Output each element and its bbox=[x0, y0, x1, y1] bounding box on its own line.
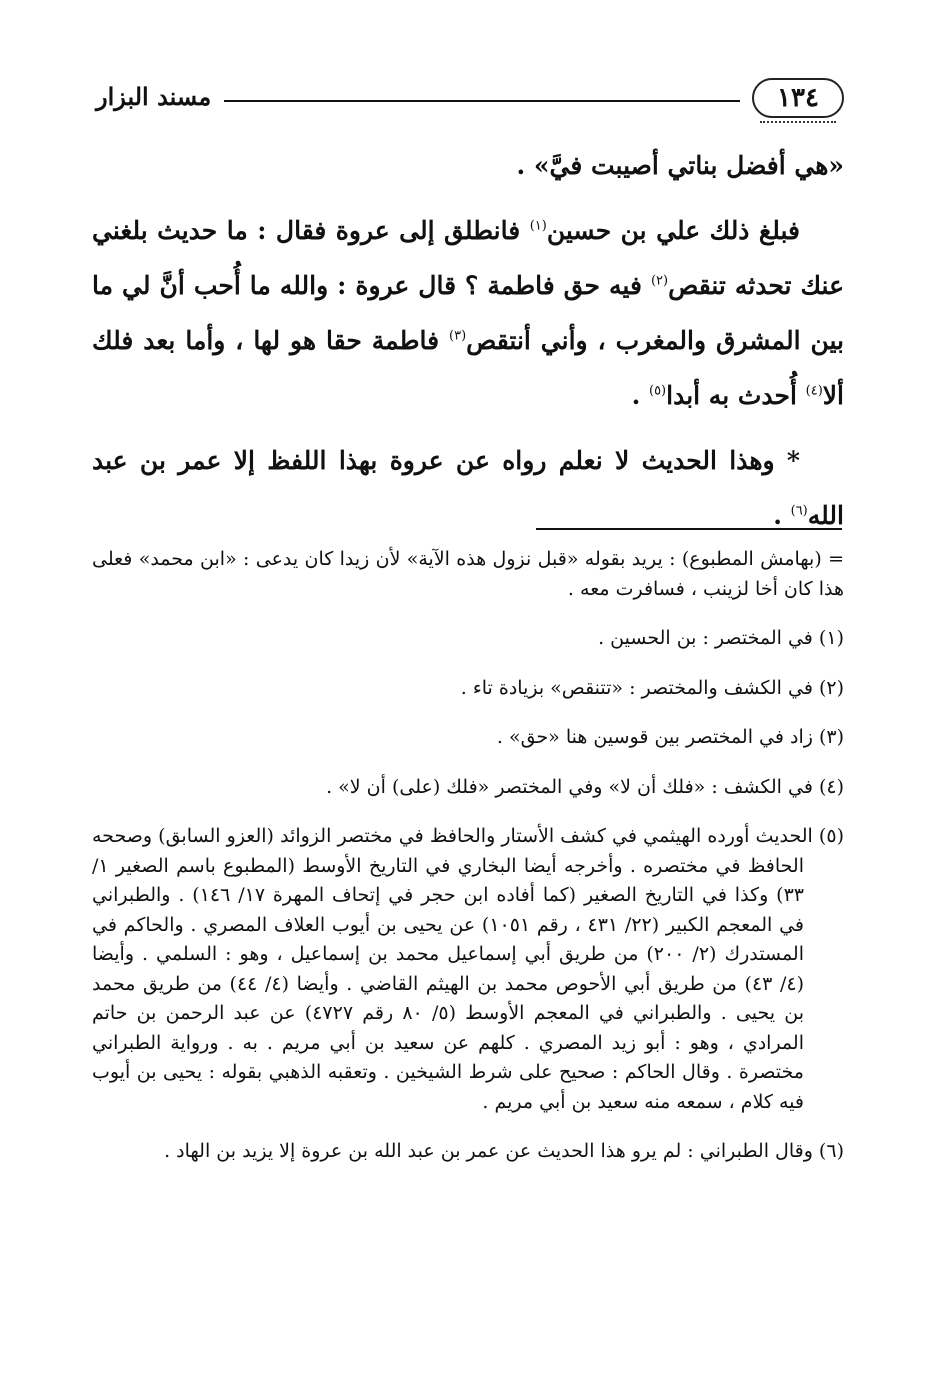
footnote-1: (١) في المختصر : بن الحسين . bbox=[598, 627, 844, 649]
footnote-continuation: = (بهامش المطبوع) : يريد بقوله «قبل نزول هذه الآية» لأن زيدا كان يدعى : «ابن محمد» فعلى هذا كان أخا لزينب ، فسافرت معه . bbox=[92, 548, 844, 600]
book-title: مسند البزار bbox=[96, 82, 212, 111]
page-header bbox=[96, 74, 844, 122]
footnote-ref-2[interactable]: (٢) bbox=[650, 273, 669, 289]
header-rule bbox=[224, 100, 740, 102]
paragraph-text-segment: فبلغ ذلك علي بن حسين bbox=[546, 216, 801, 245]
footnote-4: (٤) في الكشف : «فلك أن لا» وفي المختصر «فلك (على) أن لا» . bbox=[326, 775, 844, 798]
paragraph-text-segment: . bbox=[773, 501, 791, 530]
footnote-ref-4[interactable]: (٤) bbox=[805, 383, 823, 399]
footnote-ref-6[interactable]: (٦) bbox=[790, 503, 808, 519]
footnotes bbox=[92, 545, 844, 1187]
paragraph-narration bbox=[92, 203, 844, 423]
footnote-ref-1[interactable]: (١) bbox=[529, 218, 547, 234]
footnote-ref-5[interactable]: (٥) bbox=[648, 383, 667, 399]
footnote-separator bbox=[536, 528, 842, 530]
footnote-2: (٢) في الكشف والمختصر : «تتنقص» بزيادة تاء . bbox=[460, 676, 844, 699]
footnote-3: (٣) زاد في المختصر بين قوسين هنا «حق» . bbox=[496, 726, 844, 748]
main-text bbox=[92, 138, 844, 553]
paragraph-text-segment: أُحدث به أبدا bbox=[666, 381, 806, 410]
paragraph-text-segment: . bbox=[631, 381, 649, 410]
paragraph-text-segment: فيه حق فاطمة ؟ قال عروة : والله ما أُحب أنَّ لي ما بين المشرق والمغرب ، وأني أنتقص bbox=[92, 271, 844, 355]
footnote-ref-3[interactable]: (٣) bbox=[449, 328, 467, 344]
paragraph-text-segment: فانطلق إلى عروة فقال : ما حديث بلغني عنك تحدثه تنقص bbox=[92, 216, 845, 300]
quote-line: «هي أفضل بناتي أصيبت فيَّ» . bbox=[516, 151, 844, 180]
paragraph-text-segment: * وهذا الحديث لا نعلم رواه عن عروة بهذا اللفظ إلا عمر بن عبد الله bbox=[92, 446, 844, 530]
paragraph-text-segment: فاطمة حقا هو لها ، وأما بعد فلك ألا bbox=[92, 326, 844, 410]
footnote-5: (٥) الحديث أورده الهيثمي في كشف الأستار والحافظ في مختصر الزوائد (العزو السابق) وصححه الحافظ في مختصره . وأخرجه أيضا البخاري في التاريخ الأوسط (المطبوع باسم الصغير ١/ ٣٣) وكذا في التاريخ الصغير (كما أفاده ابن حجر في إتحاف المهرة ١٧/ ١٤٦) . والطبراني في المعجم الكبير (٢٢/ ٤٣١ ، رقم ١٠٥١) عن يحيى بن أيوب العلاف المصري . والحاكم في المستدرك (٢/ ٢٠٠) من طريق أبي إسماعيل محمد بن إسماعيل ، وهو : السلمي . وأيضا (٤/ ٤٣) من طريق أبي الأحوص محمد بن الهيثم القاضي . وأيضا (٤/ ٤٤) من طريق محمد بن يحيى . والطبراني في المعجم الأوسط (٥/ ٨٠ رقم ٤٧٢٧) عن عبد الرحمن بن حاتم المرادي ، وهو : أبو زيد المصري . كلهم عن سعيد بن أبي مريم . به . ورواية الطبراني مختصرة . وقال الحاكم : صحيح على شرط الشيخين . وتعقبه الذهبي بقوله : يحيى بن أيوب فيه كلام ، سمعه منه سعيد بن أبي مريم . bbox=[92, 825, 844, 1113]
page-number: ١٣٤ bbox=[752, 78, 844, 118]
paragraph-commentary bbox=[92, 433, 844, 543]
footnote-6: (٦) وقال الطبراني : لم يرو هذا الحديث عن عمر بن عبد الله بن عروة إلا يزيد بن الهاد . bbox=[164, 1140, 844, 1162]
